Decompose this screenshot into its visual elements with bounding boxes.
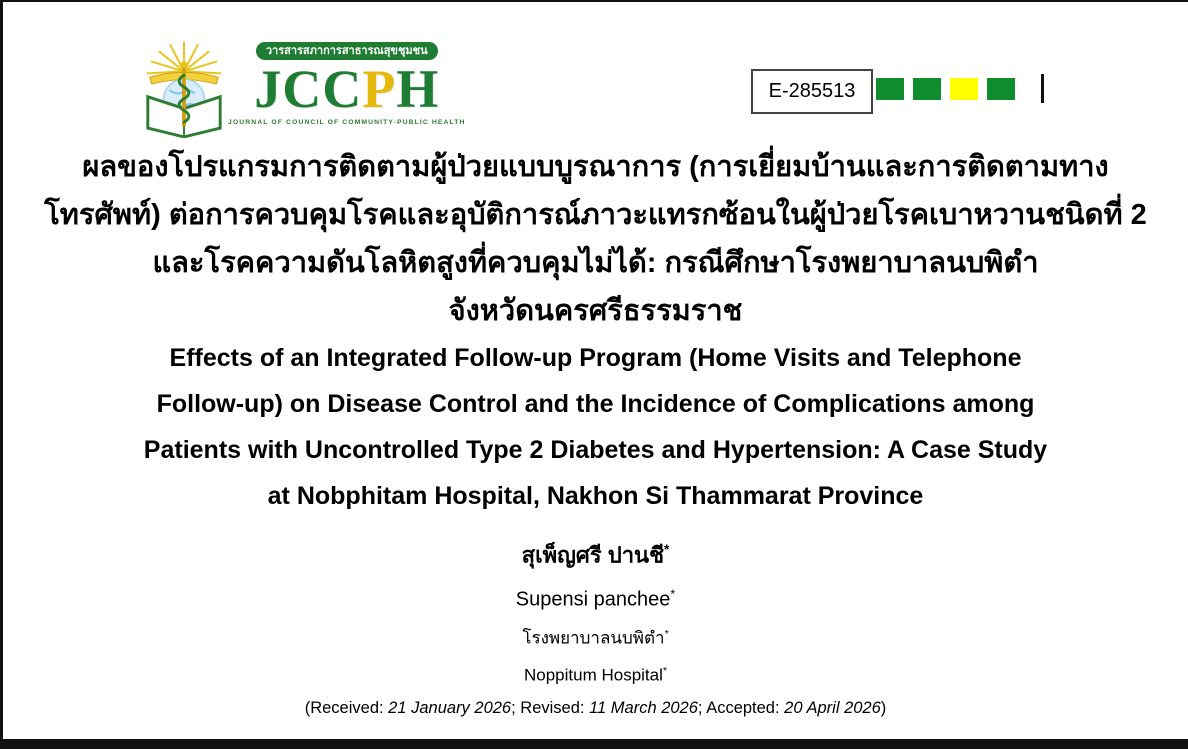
revised-date: 11 March 2026 xyxy=(589,699,698,717)
author-name-thai xyxy=(3,529,1188,576)
received-label: Received: xyxy=(310,699,389,717)
received-date: 21 January 2026 xyxy=(388,699,512,717)
dates-close-paren: ) xyxy=(880,699,887,717)
journal-logo xyxy=(140,38,466,138)
english-title-line: Patients with Uncontrolled Type 2 Diabetes and Hypertension: A Case Study xyxy=(143,436,1048,464)
status-square xyxy=(987,78,1015,100)
author-name-thai-text: สุเพ็ญศรี ปานชี xyxy=(521,542,665,568)
journal-acronym xyxy=(254,60,439,118)
manuscript-id: E-285513 xyxy=(768,80,856,102)
author-asterisk: * xyxy=(664,542,670,557)
status-square xyxy=(950,78,978,100)
bottom-edge-bar xyxy=(3,739,1188,749)
english-title-line: Effects of an Integrated Follow-up Program (Home Visits and Telephone xyxy=(169,344,1022,372)
thai-title-line: โทรศัพท์) ต่อการควบคุมโรคและอุบัติการณ์ภาวะแทรกซ้อนในผู้ป่วยโรคเบาหวานชนิดที่ 2 xyxy=(44,199,1147,231)
english-title-line: at Nobphitam Hospital, Nakhon Si Thammarat Province xyxy=(267,482,924,510)
author-name-english xyxy=(3,576,1188,618)
english-title-line: Follow-up) on Disease Control and the Incidence of Complications among xyxy=(156,390,1035,418)
dates-separator: ; xyxy=(697,699,707,717)
thai-title-line: จังหวัดนครศรีธรรมราช xyxy=(448,295,743,327)
revised-label: Revised: xyxy=(520,699,590,717)
accepted-label: Accepted: xyxy=(706,699,785,717)
affiliation-english-text: Noppitum Hospital xyxy=(523,665,663,685)
acronym-gold: P xyxy=(362,59,397,119)
affiliation-thai-text: โรงพยาบาลนบพิตำ xyxy=(522,628,665,648)
title-block xyxy=(3,143,1188,519)
acronym-green-2: H xyxy=(396,59,440,119)
acronym-green-1: JCC xyxy=(254,59,363,119)
dates-open-paren: ( xyxy=(304,699,311,717)
thai-title-line: และโรคความดันโลหิตสูงที่ควบคุมไม่ได้: กรณีศึกษาโรงพยาบาลนบพิตำ xyxy=(152,247,1039,279)
author-asterisk: * xyxy=(670,587,676,602)
affiliation-asterisk: * xyxy=(664,627,669,640)
status-squares xyxy=(876,78,1015,100)
affiliation-english xyxy=(3,655,1188,692)
dates-separator: ; xyxy=(511,699,521,717)
journal-english-name: JOURNAL OF COUNCIL OF COMMUNITY-PUBLIC HEALTH xyxy=(228,119,466,126)
journal-emblem-icon xyxy=(140,38,228,138)
manuscript-id-badge xyxy=(751,69,873,114)
submission-dates xyxy=(3,699,1188,718)
author-block xyxy=(3,529,1188,691)
accepted-date: 20 April 2026 xyxy=(784,699,881,717)
status-square xyxy=(876,78,904,100)
text-cursor-mark xyxy=(1041,74,1044,103)
affiliation-asterisk: * xyxy=(662,664,667,677)
journal-thai-name: วารสารสภาการสาธารณสุขชุมชน xyxy=(256,42,438,60)
status-square xyxy=(913,78,941,100)
affiliation-thai xyxy=(3,618,1188,655)
thai-title-line: ผลของโปรแกรมการติดตามผู้ป่วยแบบบูรณาการ (การเยี่ยมบ้านและการติดตามทาง xyxy=(82,151,1109,183)
author-name-english-text: Supensi panchee xyxy=(515,588,671,611)
